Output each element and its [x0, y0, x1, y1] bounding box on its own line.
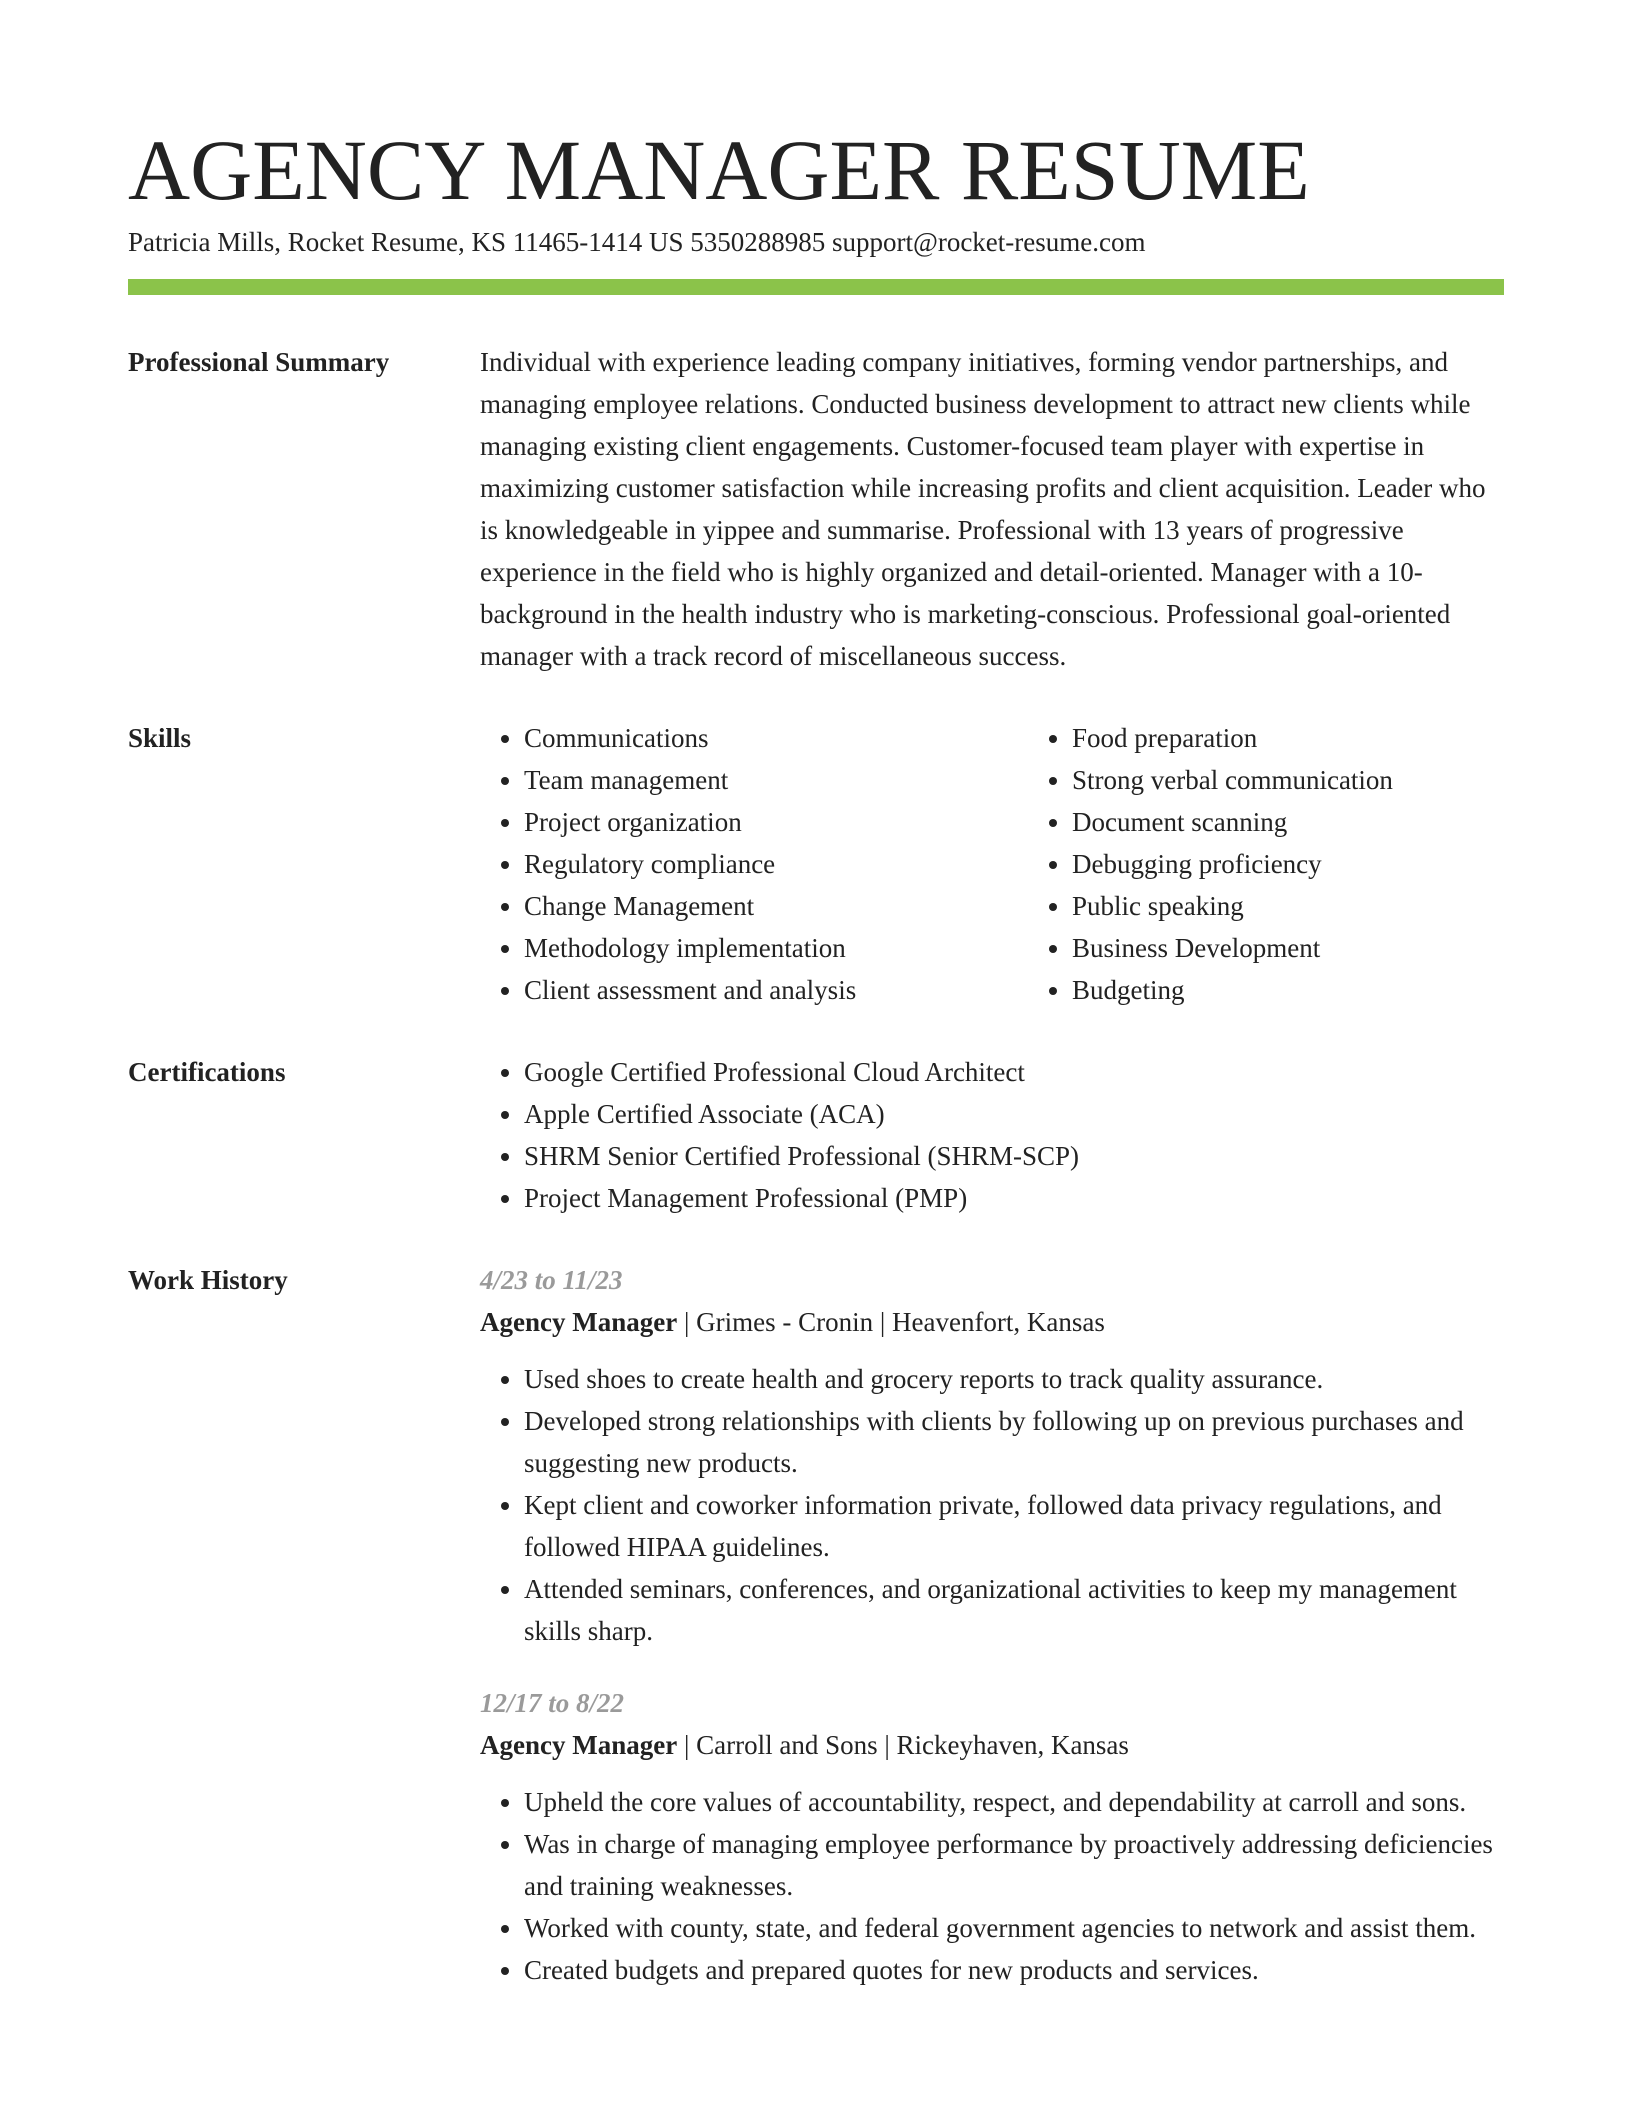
summary-text: Individual with experience leading company initiatives, forming vendor partnerships, and managing employee relations. Conducted business development to attract new clients while managing existing client engagements. Customer-focused team player with expertise in maximizing customer satisfaction while increasing profits and client acquisition. Leader who is knowledgeable in yippee and summarise. Professional with 13 years of progressive experience in the field who is highly organized and detail-oriented. Manager with a 10-background in the health industry who is marketing-conscious. Professional goal-oriented manager with a track record of miscellaneous success.	[480, 347, 1486, 671]
job-bullet: • Was in charge of managing employee performance by proactively addressing deficiencies and training weaknesses.	[524, 1823, 1504, 1907]
skill-item: • Budgeting	[1072, 969, 1393, 1011]
skill-item: • Food preparation	[1072, 717, 1393, 759]
job-bullet: • Attended seminars, conferences, and organizational activities to keep my management skills sharp.	[524, 1568, 1504, 1652]
contact-line: Patricia Mills, Rocket Resume, KS 11465-1414 US 5350288985 support@rocket-resume.com	[128, 227, 1146, 257]
skills-heading: Skills	[128, 723, 192, 753]
job-dates: 4/23 to 11/23	[480, 1265, 623, 1295]
job-bullet: • Developed strong relationships with clients by following up on previous purchases and suggesting new products.	[524, 1400, 1504, 1484]
skill-item: • Business Development	[1072, 927, 1393, 969]
job-bullet: • Worked with county, state, and federal government agencies to network and assist them.	[524, 1907, 1504, 1949]
certification-item: • Apple Certified Associate (ACA)	[524, 1093, 1504, 1135]
work-history-heading: Work History	[128, 1265, 288, 1295]
certifications-list	[480, 1051, 1504, 1219]
job-heading	[480, 1301, 1504, 1343]
page-title: AGENCY MANAGER RESUME	[128, 122, 1310, 218]
skill-item: • Team management	[524, 759, 1028, 801]
skill-item: • Project organization	[524, 801, 1028, 843]
skill-item: • Communications	[524, 717, 1028, 759]
certification-item: • SHRM Senior Certified Professional (SHRM-SCP)	[524, 1135, 1504, 1177]
job-bullet: • Kept client and coworker information private, followed data privacy regulations, and followed HIPAA guidelines.	[524, 1484, 1504, 1568]
skill-item: • Public speaking	[1072, 885, 1393, 927]
summary-section	[128, 341, 1504, 677]
certifications-section	[128, 1051, 1504, 1219]
skill-item: • Client assessment and analysis	[524, 969, 1028, 1011]
skills-section	[128, 717, 1504, 1011]
job-heading	[480, 1724, 1504, 1766]
skill-item: • Change Management	[524, 885, 1028, 927]
summary-heading: Professional Summary	[128, 347, 390, 377]
skills-column-1	[480, 717, 1028, 1011]
skill-item: • Document scanning	[1072, 801, 1393, 843]
job-details: | Grimes - Cronin | Heavenfort, Kansas	[677, 1307, 1105, 1337]
job-entry	[480, 1682, 1504, 1991]
accent-divider	[128, 279, 1504, 295]
certification-item: • Google Certified Professional Cloud Architect	[524, 1051, 1504, 1093]
job-bullet: • Used shoes to create health and grocery reports to track quality assurance.	[524, 1358, 1504, 1400]
certification-item: • Project Management Professional (PMP)	[524, 1177, 1504, 1219]
certifications-heading: Certifications	[128, 1057, 286, 1087]
skill-item: • Debugging proficiency	[1072, 843, 1393, 885]
skills-column-2	[1028, 717, 1393, 1011]
job-title: Agency Manager	[480, 1730, 678, 1760]
skill-item: • Regulatory compliance	[524, 843, 1028, 885]
skills-grid	[480, 717, 1504, 1011]
job-bullets	[480, 1781, 1504, 1991]
work-history-section	[128, 1259, 1504, 2021]
job-bullets	[480, 1358, 1504, 1652]
skill-item: • Methodology implementation	[524, 927, 1028, 969]
job-title: Agency Manager	[480, 1307, 678, 1337]
skill-item: • Strong verbal communication	[1072, 759, 1393, 801]
job-bullet: • Created budgets and prepared quotes for new products and services.	[524, 1949, 1504, 1991]
job-details: | Carroll and Sons | Rickeyhaven, Kansas	[677, 1730, 1129, 1760]
job-dates: 12/17 to 8/22	[480, 1688, 625, 1718]
job-entry	[480, 1259, 1504, 1652]
job-bullet: • Upheld the core values of accountability, respect, and dependability at carroll and sons.	[524, 1781, 1504, 1823]
